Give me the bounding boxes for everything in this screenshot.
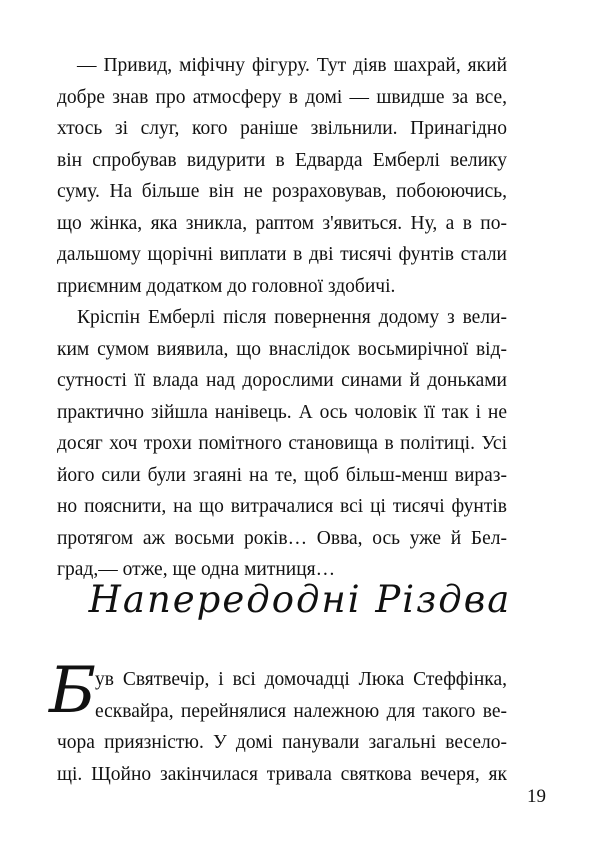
text-line: есквайра, перейнялися належною для такого ве- bbox=[95, 700, 507, 722]
text-line: но пояснити, на що витрачалися всі ці тисячі фунтів bbox=[57, 496, 507, 517]
text-line: щі. Щойно закінчилася тривала святкова вечеря, як bbox=[57, 763, 507, 785]
text-block-chapter-start bbox=[57, 664, 507, 790]
text-line: хтось зі слуг, кого раніше звільнили. Принагідно bbox=[57, 118, 507, 139]
text-line: його сили були згаяні на те, щоб більш-менш вираз- bbox=[57, 464, 507, 486]
text-line: протягом аж восьми років… Овва, ось уже й Бел- bbox=[57, 527, 507, 549]
text-line: добре знав про атмосферу в домі — швидше за все, bbox=[57, 86, 507, 108]
text-line: досяг хоч трохи помітного становища в політиці. Усі bbox=[57, 433, 507, 454]
drop-cap: Б bbox=[49, 654, 97, 728]
text-line: ув Святвечір, і всі домочадці Люка Стеффінка, bbox=[95, 669, 507, 690]
text-line: град,— отже, ще одна митниця… bbox=[57, 559, 336, 580]
text-line: приємним додатком до головної здобичі. bbox=[57, 275, 396, 297]
text-line: що жінка, яка зникла, раптом з'явиться. Ну, а в по- bbox=[57, 212, 507, 234]
text-line: чора приязністю. У домі панували загальні весело- bbox=[57, 732, 507, 753]
text-line: практично зійшла нанівець. А ось чоловік її так і не bbox=[57, 401, 507, 423]
text-line: ким сумом виявила, що внаслідок восьмирічної від- bbox=[57, 338, 507, 360]
chapter-title: Напередодні Різдва bbox=[88, 578, 512, 621]
text-line: суму. На більше він не розраховував, побоюючись, bbox=[57, 181, 507, 202]
text-line: дальшому щорічні виплати в дві тисячі фунтів стали bbox=[57, 244, 507, 265]
text-line: він спробував видурити в Едварда Емберлі велику bbox=[57, 149, 507, 171]
text-block-upper bbox=[57, 50, 507, 586]
text-line: — Привид, міфічну фігуру. Тут діяв шахрай, який bbox=[77, 55, 507, 76]
text-line: Кріспін Емберлі після повернення додому з вели- bbox=[77, 307, 507, 328]
page-number: 19 bbox=[527, 786, 546, 807]
text-line: сутності її влада над дорослими синами й доньками bbox=[57, 370, 507, 391]
